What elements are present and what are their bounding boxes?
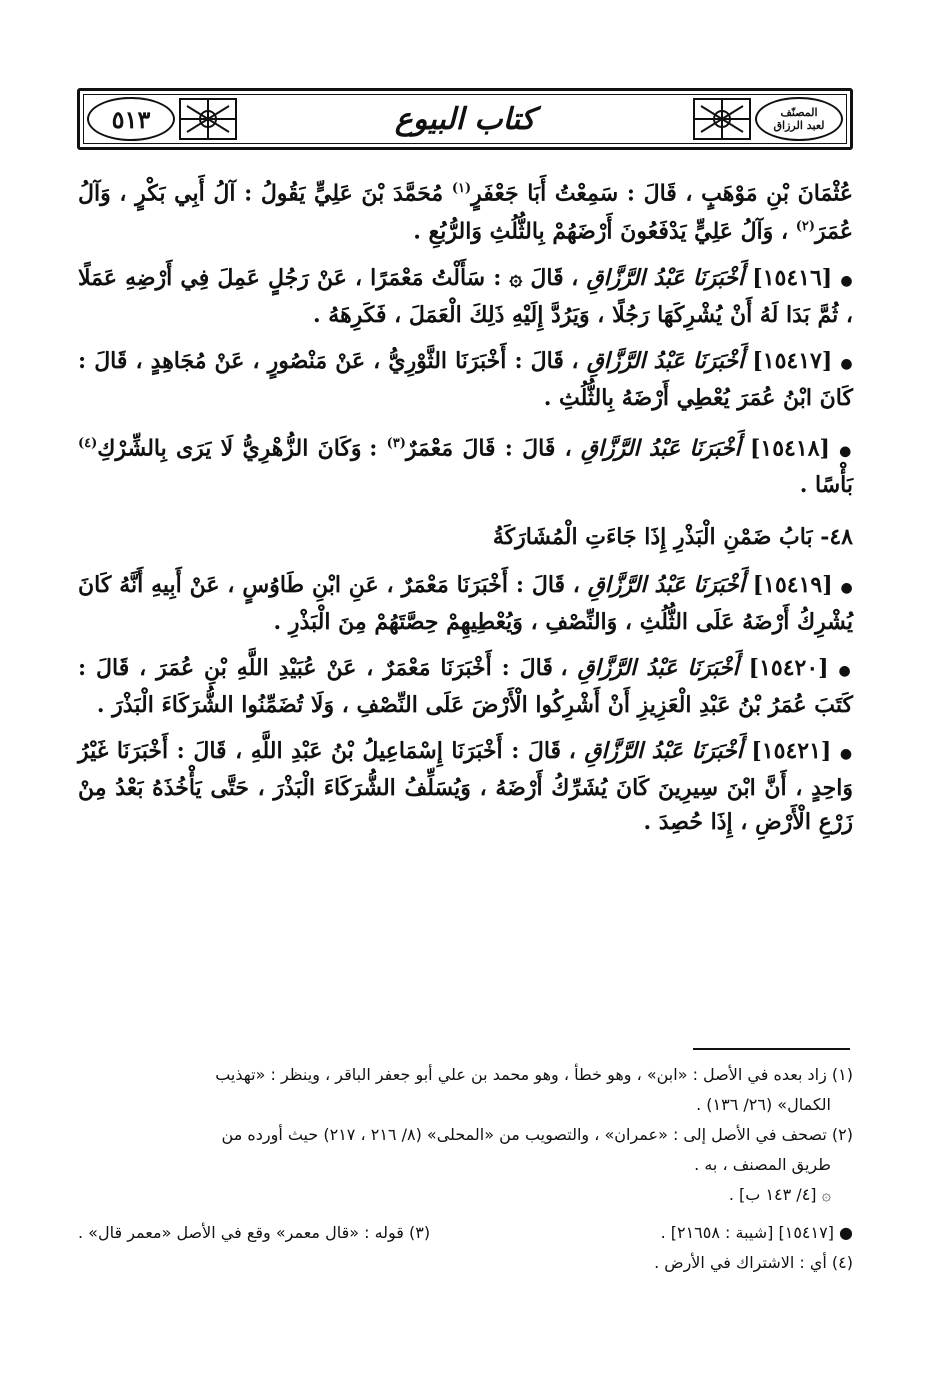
- footnote-ref-3: (٣): [386, 435, 406, 451]
- bullet-icon: ●: [840, 579, 853, 596]
- hadith-text: ، قَالَ : أَخْبَرَنَا إِسْمَاعِيلُ بْنُ عَبْدِ اللَّهِ ، قَالَ : أَخْبَرَنَا غَيْرُ وَاحِدٍ ، أَنَّ ابْنَ سِيرِينَ كَانَ يُشَرِّكُ أَرْضَهُ ، وَيُسَلِّفُ الشُّرَكَاءَ الْبَذْرَ ، حَتَّى يَأْخُذَهُ بَعْدُ مِنْ زَرْعِ الْأَرْضِ ، إِذَا حُصِدَ .: [78, 737, 853, 835]
- book-logo-line1: المصنّف: [780, 106, 818, 119]
- entry-15419: [78, 568, 853, 639]
- narrator-formula: أَخْبَرَنَا عَبْدُ الرَّزَّاقِ: [586, 347, 745, 374]
- footnotes: [78, 1060, 853, 1278]
- hadith-number: [١٥٤١٧]: [752, 347, 833, 374]
- entry-15420: [78, 651, 853, 722]
- bullet-icon: ●: [838, 662, 853, 679]
- footnote-2: (٢) تصحف في الأصل إلى : «عمران» ، والتصويب من «المحلى» (٨/ ٢١٦ ، ٢١٧) حيث أورده من: [221, 1125, 853, 1144]
- bullet-icon: ●: [839, 745, 853, 762]
- ornament-right-icon: [691, 96, 753, 142]
- hadith-text: ، قَالَ : أَخْبَرَنَا مَعْمَرٌ ، عَنِ ابْنِ طَاوُسٍ ، عَنْ أَبِيهِ أَنَّهُ كَانَ يُشْرِكُ أَرْضَهُ عَلَى الثُّلُثِ ، وَالنِّصْفِ ، وَيُعْطِيهِمْ حِصَّتَهُمْ مِنَ الْبَذْرِ .: [78, 571, 853, 635]
- narrator-formula: أَخْبَرَنَا عَبْدُ الرَّزَّاقِ: [580, 434, 741, 461]
- hadith-number: [١٥٤١٨]: [750, 434, 830, 461]
- footnote-ref-4: (٤): [78, 435, 98, 451]
- section-heading: ٤٨- بَابُ ضَمْنِ الْبَذْرِ إِذَا جَاءَتِ الْمُشَارَكَةُ: [492, 523, 853, 550]
- footnote-2-continued: طريق المصنف ، به .: [694, 1155, 831, 1174]
- footnote-separator: [693, 1048, 850, 1050]
- footnote-3: (٣) قوله : «قال معمر» وقع في الأصل «معمر قال» .: [78, 1223, 431, 1242]
- entry-15416: [78, 261, 853, 332]
- footnote-ref-2: (٢): [795, 219, 816, 235]
- ornament-left-icon: [177, 96, 239, 142]
- hadith-number: [١٥٤١٦]: [752, 264, 833, 291]
- entry-15417: [78, 344, 853, 415]
- hadith-text: ، قَالَ : أَخْبَرَنَا مَعْمَرٌ ، عَنْ عُبَيْدِ اللَّهِ بْنِ عُمَرَ ، قَالَ : كَتَبَ عُمَرُ بْنُ عَبْدِ الْعَزِيزِ أَنْ أَشْرِكُوا الْأَرْضَ عَلَى النِّصْفِ ، وَلَا تُضَمِّنُوا الشُّرَكَاءَ الْبَذْرَ .: [78, 654, 853, 718]
- narrator-formula: أَخْبَرَنَا عَبْدُ الرَّزَّاقِ: [586, 264, 745, 291]
- bullet-icon: ●: [840, 355, 853, 372]
- entry-15421: [78, 734, 853, 839]
- main-text: [78, 172, 853, 851]
- narrator-formula: أَخْبَرَنَا عَبْدُ الرَّزَّاقِ: [584, 737, 743, 764]
- book-logo-line2: لعبد الرزاق: [773, 119, 825, 132]
- hadith-text: ، قَالَ : قَالَ مَعْمَرٌ: [405, 434, 572, 461]
- intro-paragraph: عُثْمَانَ بْنِ مَوْهَبٍ ، قَالَ : سَمِعْتُ أَبَا جَعْفَرٍ$^{(١)}$ مُحَمَّدَ بْنَ عَلِيٍّ يَقُولُ : آلُ أَبِي بَكْرٍ ، وَآلُ عُمَرَ$^{(٢)}$ ، وَآلُ عَلِيٍّ يَدْفَعُونَ أَرْضَهُمْ بِالثُّلُثِ وَالرُّبُعِ .: [78, 180, 853, 245]
- entry-15418: ● [١٥٤١٨] أَخْبَرَنَا عَبْدُ الرَّزَّاقِ ، قَالَ : قَالَ مَعْمَرٌ$^{(٣)}$ : وَكَانَ الزُّهْرِيُّ لَا يَرَى بِالشِّرْكِ$^{(٤)}$ بَأْسًا .: [78, 434, 853, 498]
- book-logo: [755, 97, 843, 141]
- footnote-1: (١) زاد بعده في الأصل : «ابن» ، وهو خطأ ، وهو محمد بن علي أبو جعفر الباقر ، وينظر : «تهذيب: [215, 1065, 853, 1084]
- hadith-number: [١٥٤٢١]: [751, 737, 832, 764]
- hadith-number: [١٥٤٢٠]: [748, 654, 829, 681]
- footnote-ref-1: (١): [451, 181, 472, 196]
- footnote-row: [78, 1218, 853, 1248]
- bullet-icon: ●: [839, 442, 853, 459]
- page-header: [77, 88, 853, 150]
- reference-15417: ● [١٥٤١٧] [شيبة : ٢١٦٥٨] .: [660, 1223, 853, 1242]
- footnote-1-continued: الكمال» (٢٦/ ١٣٦) .: [696, 1095, 831, 1114]
- page-number: ٥١٣: [87, 97, 175, 141]
- hadith-text: ، قَالَ ۞ : سَأَلْتُ مَعْمَرًا ، عَنْ رَجُلٍ عَمِلَ فِي أَرْضِهِ عَمَلًا ، ثُمَّ بَدَا لَهُ أَنْ يُشْرِكَهَا رَجُلًا ، وَيَرُدَّ إِلَيْهِ ذَلِكَ الْعَمَلَ ، فَكَرِهَهُ .: [78, 264, 853, 328]
- manuscript-marker: ۞ [٤/ ١٤٣ ب] .: [728, 1185, 831, 1204]
- bullet-icon: ●: [840, 272, 853, 289]
- footnote-4: (٤) أي : الاشتراك في الأرض .: [654, 1253, 853, 1272]
- hadith-number: [١٥٤١٩]: [752, 571, 833, 598]
- narrator-formula: أَخْبَرَنَا عَبْدُ الرَّزَّاقِ: [587, 571, 745, 598]
- hadith-text: ، قَالَ : أَخْبَرَنَا الثَّوْرِيُّ ، عَنْ مَنْصُورٍ ، عَنْ مُجَاهِدٍ ، قَالَ : كَانَ ابْنُ عُمَرَ يُعْطِي أَرْضَهُ بِالثُّلُثِ .: [78, 347, 853, 411]
- chapter-title: كتاب البيوع: [394, 101, 536, 137]
- narrator-formula: أَخْبَرَنَا عَبْدُ الرَّزَّاقِ: [577, 654, 739, 681]
